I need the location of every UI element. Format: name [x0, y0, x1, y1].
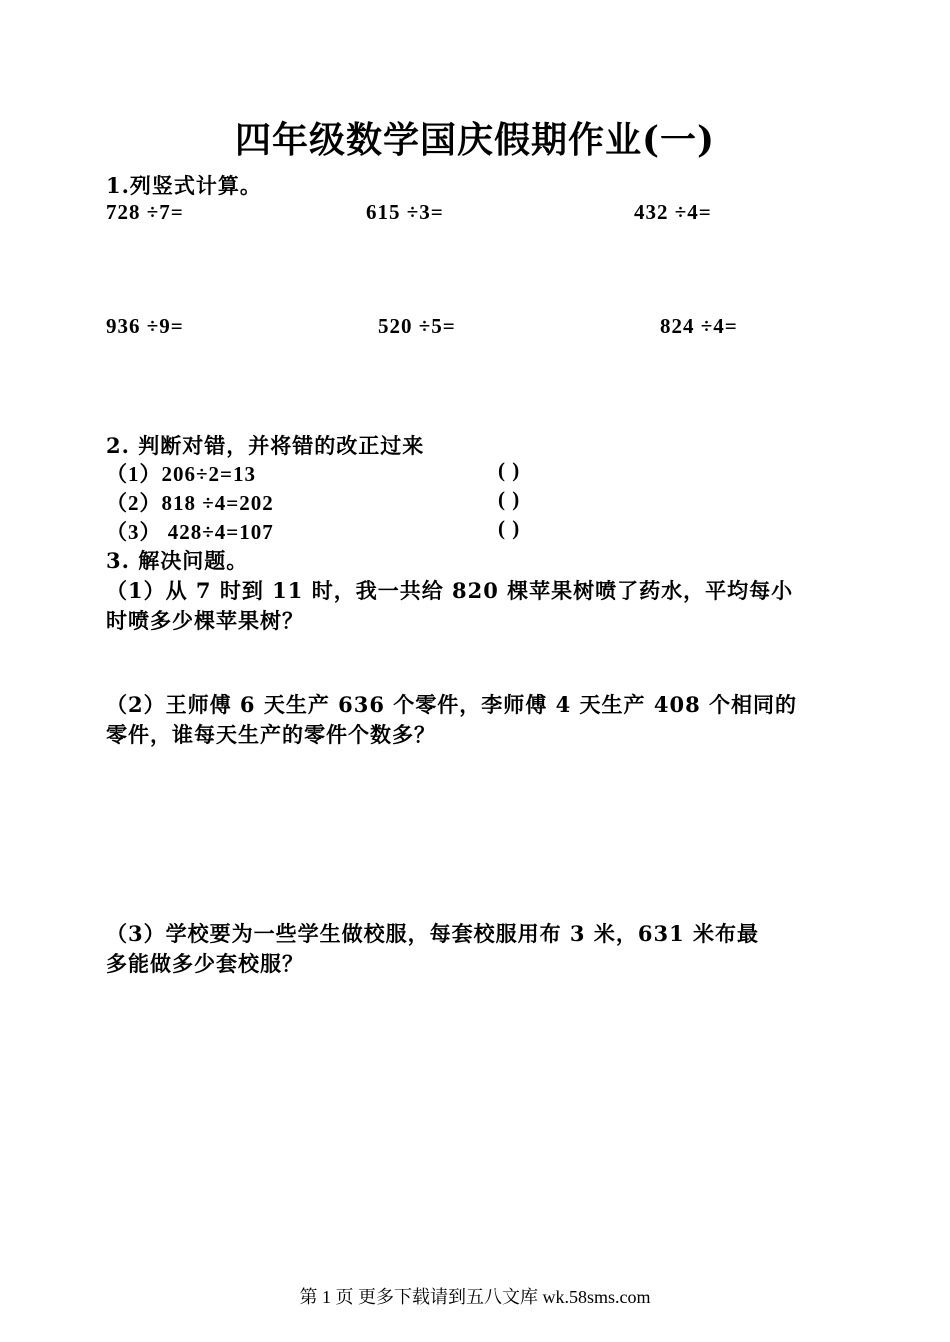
calc-item: 936 ÷9=	[106, 314, 184, 338]
problem-3-line2: 多能做多少套校服？	[106, 951, 304, 976]
problem-2-line2: 零件，谁每天生产的零件个数多？	[106, 722, 436, 747]
section2-heading: 2. 判断对错，并将错的改正过来	[106, 433, 425, 458]
section1-heading: 1.列竖式计算。	[106, 173, 262, 198]
problem-3-line1: （3）学校要为一些学生做校服，每套校服用布 3 米，631 米布最	[106, 921, 759, 946]
judge-item-label: （3） 428÷4=107	[106, 520, 274, 544]
problem-1-line1: （1）从 7 时到 11 时，我一共给 820 棵苹果树喷了药水，平均每小	[106, 578, 794, 603]
judge-item-label: （1）206÷2=13	[106, 462, 256, 486]
problem-1-line2: 时喷多少棵苹果树？	[106, 608, 304, 633]
calc-item: 728 ÷7=	[106, 200, 184, 224]
calc-item: 520 ÷5=	[378, 314, 456, 338]
page-title: 四年级数学国庆假期作业(一)	[234, 119, 716, 161]
page-footer: 第 1 页 更多下载请到五八文库 wk.58sms.com	[299, 1287, 651, 1307]
calc-item: 432 ÷4=	[634, 200, 712, 224]
problem-2-line1: （2）王师傅 6 天生产 636 个零件，李师傅 4 天生产 408 个相同的	[106, 692, 797, 717]
judge-item-mark: ( )	[498, 516, 521, 540]
calc-item: 615 ÷3=	[366, 200, 444, 224]
calc-item: 824 ÷4=	[660, 314, 738, 338]
judge-item-label: （2）818 ÷4=202	[106, 491, 274, 515]
judge-item-mark: ( )	[498, 487, 521, 511]
section3-heading: 3. 解决问题。	[106, 548, 249, 573]
judge-item-mark: ( )	[498, 458, 521, 482]
